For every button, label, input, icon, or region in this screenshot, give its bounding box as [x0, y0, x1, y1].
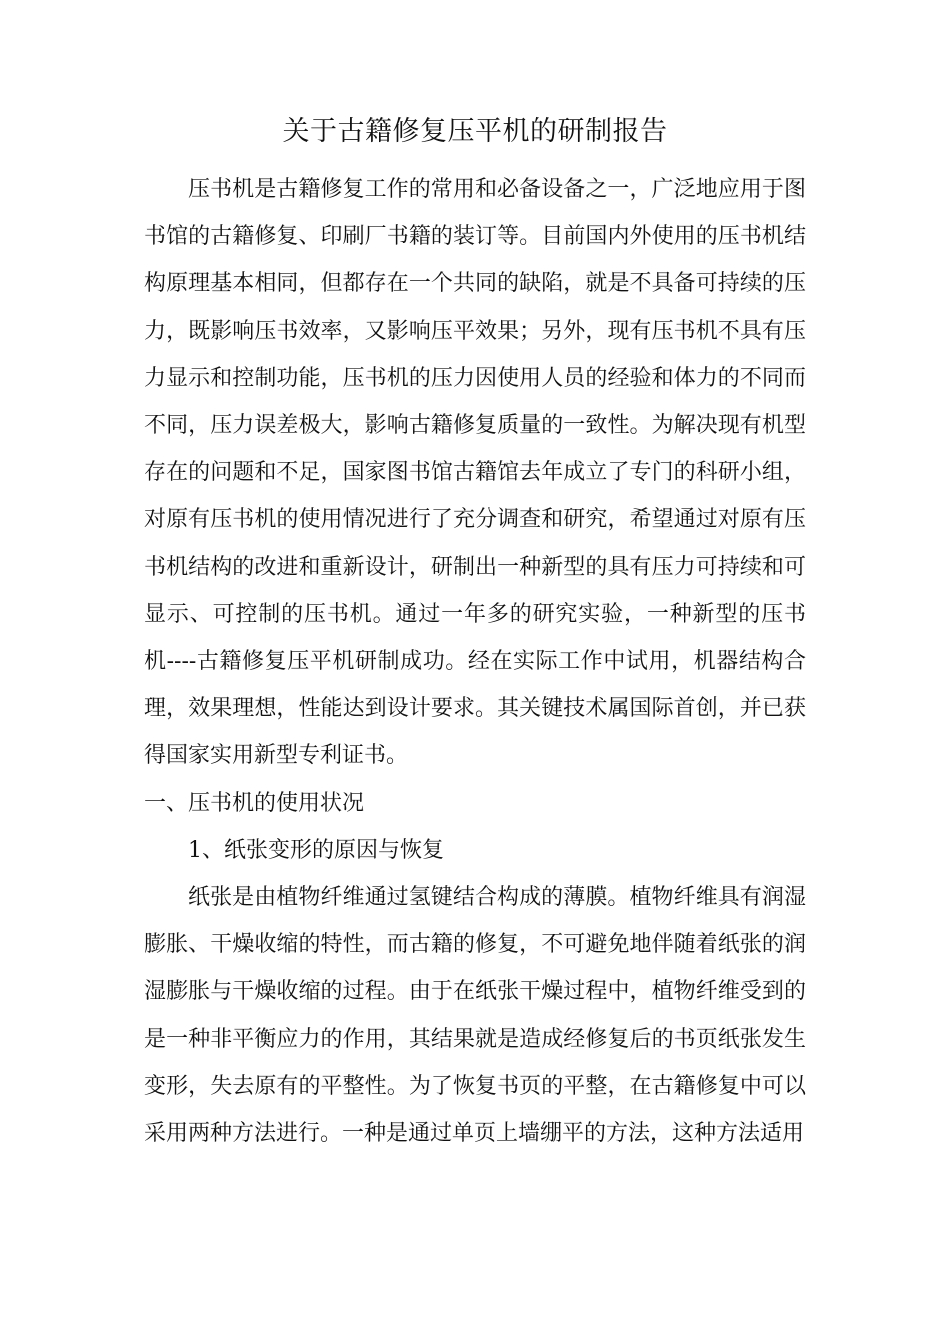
section-heading: 一、压书机的使用状况	[144, 790, 365, 816]
subsection-heading: 1、纸张变形的原因与恢复	[188, 837, 444, 863]
paper-deformation-paragraph: 纸张是由植物纤维通过氢键结合构成的薄膜。植物纤维具有润湿膨胀、干燥收缩的特性，而古籍的修复，不可避免地伴随着纸张的润湿膨胀与干燥收缩的过程。由于在纸张干燥过程中，植物纤维受到的是一种非平衡应力的作用，其结果就是造成经修复后的书页纸张发生变形，失去原有的平整性。为了恢复书页的平整，在古籍修复中可以采用两种方法进行。一种是通过单页上墙绷平的方法，这种方法适用	[144, 885, 806, 1147]
document-title: 关于古籍修复压平机的研制报告	[282, 116, 668, 147]
document-body	[144, 166, 806, 1157]
intro-paragraph: 压书机是古籍修复工作的常用和必备设备之一，广泛地应用于图书馆的古籍修复、印刷厂书籍的装订等。目前国内外使用的压书机结构原理基本相同，但都存在一个共同的缺陷，就是不具备可持续的压力，既影响压书效率，又影响压平效果；另外，现有压书机不具有压力显示和控制功能，压书机的压力因使用人员的经验和体力的不同而不同，压力误差极大，影响古籍修复质量的一致性。为解决现有机型存在的问题和不足，国家图书馆古籍馆去年成立了专门的科研小组，对原有压书机的使用情况进行了充分调查和研究，希望通过对原有压书机结构的改进和重新设计，研制出一种新型的具有压力可持续和可显示、可控制的压书机。通过一年多的研究实验，一种新型的压书机----古籍修复压平机研制成功。经在实际工作中试用，机器结构合理，效果理想，性能达到设计要求。其关键技术属国际首创，并已获得国家实用新型专利证书。	[144, 177, 806, 769]
